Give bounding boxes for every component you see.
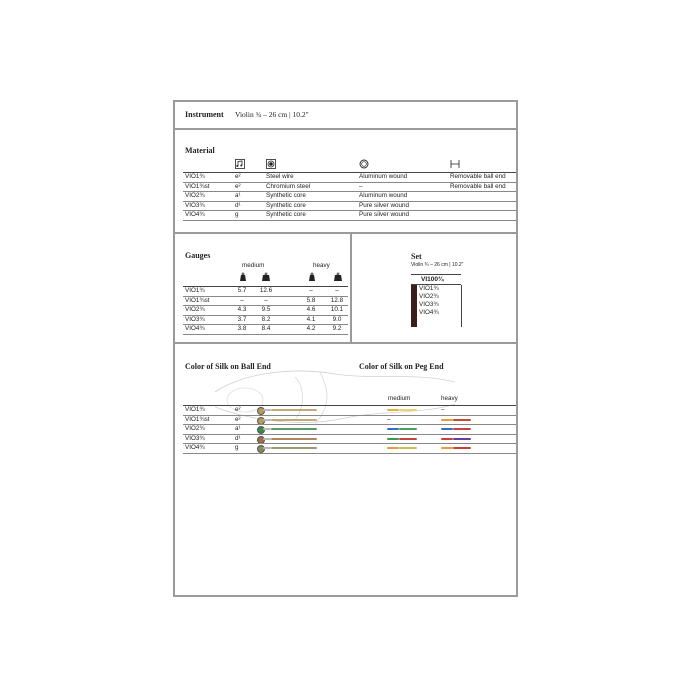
peg-medium-silk-a [387, 447, 399, 449]
set-item: VIO2¾ [419, 293, 439, 300]
silk-row-note: g [235, 444, 239, 452]
set-item: VIO4¾ [419, 309, 439, 316]
gauges-heavy-label: heavy [313, 262, 330, 269]
silk-row-id: VIO1¾ [185, 406, 205, 413]
gauges-title: Gauges [185, 251, 211, 260]
steel-core-icon [266, 159, 276, 169]
material-row-winding: Pure silver wound [359, 211, 410, 219]
gauge-medium-1: – [240, 296, 244, 304]
gauge-medium-1: 4.3 [237, 306, 247, 314]
material-row-id: VIO2¾ [185, 192, 205, 200]
set-items [419, 285, 462, 327]
silk-medium-label: medium [388, 395, 411, 402]
row-divider [183, 201, 516, 202]
gauge-medium-2: 9.5 [261, 306, 271, 314]
ball-end-silk-thread [271, 447, 317, 449]
ball-end-silk-thread [271, 409, 317, 411]
divider [175, 232, 516, 234]
silk-row-note: e² [235, 415, 241, 423]
set-title: Set [411, 252, 422, 261]
material-row-core: Synthetic core [266, 192, 306, 200]
gauge-row-id: VIO3¾ [185, 315, 205, 323]
peg-heavy-silk-a [441, 447, 453, 449]
material-row-id: VIO1¾st [185, 182, 210, 190]
ball-end-icon [450, 159, 460, 169]
gauge-heavy-2: 9.0 [332, 315, 342, 323]
gauge-heavy-1: – [309, 287, 313, 294]
peg-medium-silk-b [399, 438, 417, 440]
ball-end-string [263, 409, 271, 411]
silk-row-note: a¹ [235, 425, 241, 433]
gauge-medium-1: 5.7 [237, 287, 247, 294]
material-row-core: Synthetic core [266, 201, 306, 209]
set-color-bar [411, 285, 417, 327]
silk-row-id: VIO3¾ [185, 434, 205, 442]
gauge-medium-1: 3.7 [237, 315, 247, 323]
row-divider [183, 172, 516, 173]
peg-heavy-silk-b [453, 419, 471, 421]
weight-icon [238, 272, 248, 282]
peg-heavy-silk-b [453, 438, 471, 440]
instrument-value: Violin ¾ – 26 cm | 10.2" [235, 110, 309, 119]
peg-heavy-silk-a [441, 419, 453, 421]
material-row-winding: – [359, 182, 363, 190]
gauge-row-id: VIO2¾ [185, 306, 205, 314]
silk-peg-title: Color of Silk on Peg End [359, 362, 444, 371]
row-divider [183, 220, 516, 221]
material-row-winding: Aluminum wound [359, 173, 408, 180]
peg-heavy-silk-a [441, 438, 453, 440]
gauge-heavy-2: – [335, 287, 339, 294]
peg-heavy-silk-b [453, 447, 471, 449]
weight-icon [333, 272, 343, 282]
material-row-core: Synthetic core [266, 211, 306, 219]
gauge-medium-2: 8.2 [261, 315, 271, 323]
silk-row-note: d¹ [235, 434, 241, 442]
set-subtitle: Violin ¾ – 26 cm | 10.2" [411, 262, 464, 268]
spec-sheet [173, 100, 518, 597]
material-row-end: Removable ball end [450, 173, 506, 180]
row-divider [183, 415, 516, 416]
ball-end-string [263, 438, 271, 440]
material-row-id: VIO4¾ [185, 211, 205, 219]
peg-medium-silk-a [387, 428, 399, 430]
gauge-heavy-1: 4.6 [306, 306, 316, 314]
set-list [411, 285, 461, 327]
ball-end-string [263, 419, 271, 421]
divider [175, 128, 516, 130]
set-item: VIO1¾ [419, 285, 439, 292]
material-row-note: e² [235, 182, 241, 190]
set-header: VI100¾ [421, 276, 444, 283]
silk-row-note: e² [235, 406, 241, 413]
peg-medium-silk-b [399, 409, 417, 411]
ball-end-string [263, 428, 271, 430]
row-divider [183, 191, 516, 192]
silk-row-id: VIO4¾ [185, 444, 205, 452]
peg-heavy-empty: – [441, 406, 445, 413]
note-icon [235, 159, 245, 169]
material-row-end: Removable ball end [450, 182, 506, 190]
material-row-note: a¹ [235, 192, 241, 200]
row-divider [183, 210, 516, 211]
peg-medium-silk-b [399, 447, 417, 449]
gauge-heavy-2: 10.1 [330, 306, 344, 314]
gauge-medium-2: 8.4 [261, 325, 271, 333]
silk-row-id: VIO1¾st [185, 415, 210, 423]
weight-icon [307, 272, 317, 282]
set-header-row [411, 274, 461, 285]
ball-end-silk-thread [271, 419, 317, 421]
weight-icon [261, 272, 271, 282]
ball-end-silk-thread [271, 438, 317, 440]
set-item: VIO3¾ [419, 301, 439, 308]
gauge-heavy-2: 12.8 [330, 296, 344, 304]
peg-medium-empty: – [387, 415, 391, 423]
material-row-note: d¹ [235, 201, 241, 209]
peg-medium-silk-a [387, 438, 399, 440]
row-divider [183, 434, 516, 435]
gauge-heavy-1: 4.1 [306, 315, 316, 323]
material-row-core: Steel wire [266, 173, 294, 180]
divider [350, 232, 352, 342]
row-divider [183, 334, 348, 335]
row-divider [183, 453, 516, 454]
silk-row-id: VIO2¾ [185, 425, 205, 433]
peg-medium-silk-a [387, 409, 399, 411]
ball-end-silk-thread [271, 428, 317, 430]
gauge-row-id: VIO4¾ [185, 325, 205, 333]
row-divider [183, 443, 516, 444]
silk-heavy-label: heavy [441, 395, 458, 402]
material-row-id: VIO1¾ [185, 173, 205, 180]
peg-heavy-silk-a [441, 428, 453, 430]
material-row-note: e² [235, 173, 241, 180]
peg-medium-silk-b [399, 428, 417, 430]
divider [175, 342, 516, 344]
gauges-medium-label: medium [242, 262, 265, 269]
material-row-core: Chromium steel [266, 182, 311, 190]
peg-heavy-silk-b [453, 428, 471, 430]
gauge-heavy-2: 9.2 [332, 325, 342, 333]
gauge-row-id: VIO1¾ [185, 287, 205, 294]
silk-ball-title: Color of Silk on Ball End [185, 362, 271, 371]
material-row-winding: Aluminum wound [359, 192, 408, 200]
material-row-winding: Pure silver wound [359, 201, 410, 209]
gauge-medium-2: 12.6 [259, 287, 273, 294]
winding-icon [359, 159, 369, 169]
gauge-heavy-1: 4.2 [306, 325, 316, 333]
material-title: Material [185, 146, 215, 155]
row-divider [183, 405, 516, 406]
gauge-medium-1: 3.8 [237, 325, 247, 333]
gauge-heavy-1: 5.8 [306, 296, 316, 304]
material-row-note: g [235, 211, 239, 219]
instrument-label: Instrument [185, 110, 224, 119]
gauge-medium-2: – [264, 296, 268, 304]
material-row-id: VIO3¾ [185, 201, 205, 209]
row-divider [183, 424, 516, 425]
gauge-row-id: VIO1¾st [185, 296, 210, 304]
